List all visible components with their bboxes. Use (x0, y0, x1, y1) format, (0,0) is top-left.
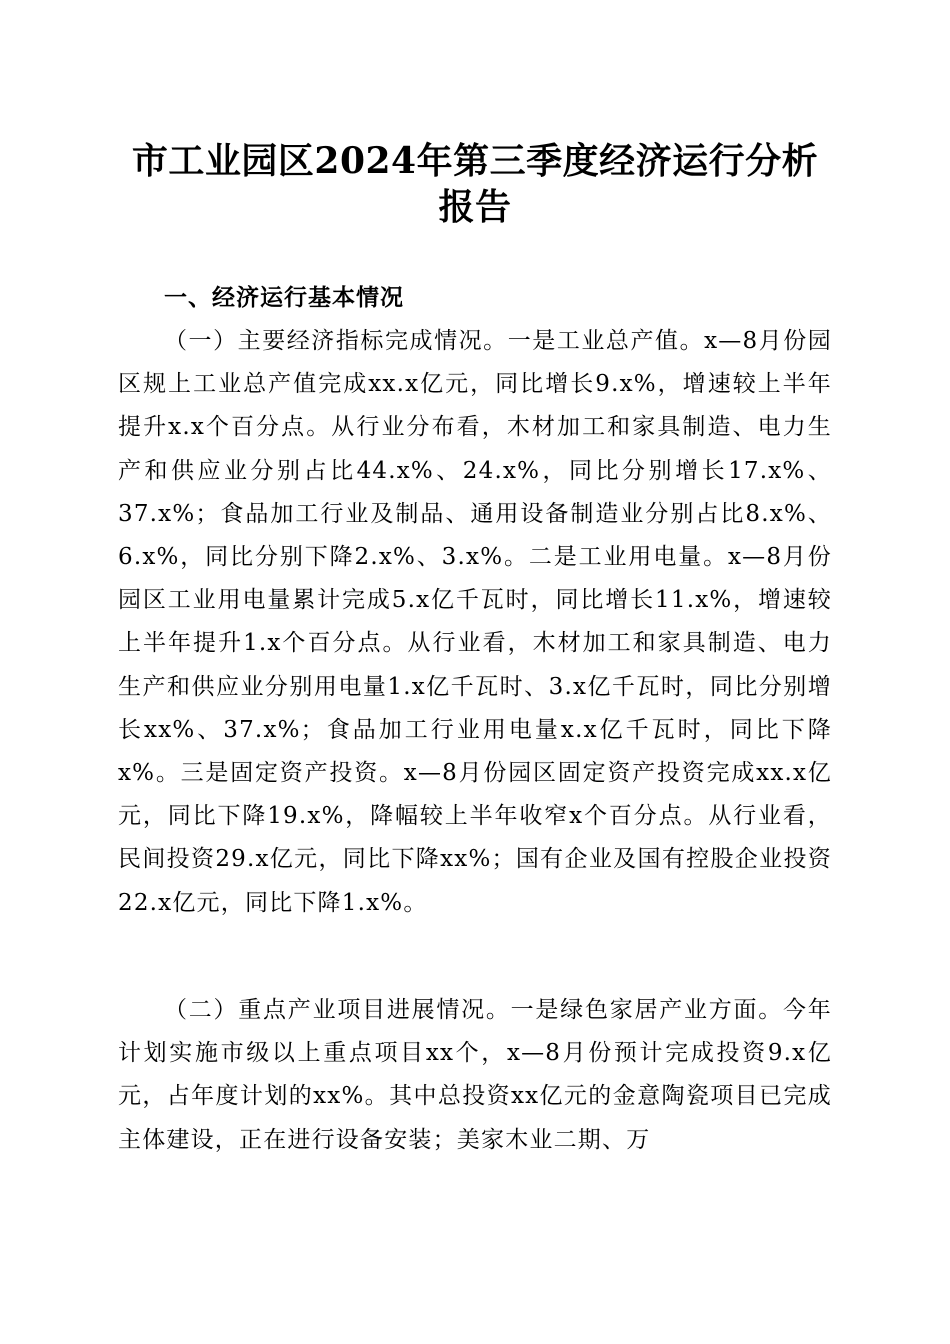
paragraph-block-1 (118, 320, 832, 925)
document-title: 市工业园区2024年第三季度经济运行分析报告 (131, 140, 819, 228)
section-heading: 一、经济运行基本情况 (164, 285, 404, 311)
paragraph-block-2 (118, 989, 832, 1162)
paragraph-key-projects: （二）重点产业项目进展情况。一是绿色家居产业方面。今年计划实施市级以上重点项目xx个，x—8月份预计完成投资9.x亿元，占年度计划的xx%。其中总投资xx亿元的金意陶瓷项目已完成主体建设，正在进行设备安装；美家木业二期、万 (118, 997, 832, 1153)
paragraph-main-indicators: （一）主要经济指标完成情况。一是工业总产值。x—8月份园区规上工业总产值完成xx.x亿元，同比增长9.x%，增速较上半年提升x.x个百分点。从行业分布看，木材加工和家具制造、电力生产和供应业分别占比44.x%、24.x%，同比分别增长17.x%、37.x%；食品加工行业及制品、通用设备制造业分别占比8.x%、6.x%，同比分别下降2.x%、3.x%。二是工业用电量。x—8月份园区工业用电量累计完成5.x亿千瓦时，同比增长11.x%，增速较上半年提升1.x个百分点。从行业看，木材加工和家具制造、电力生产和供应业分别用电量1.x亿千瓦时、3.x亿千瓦时，同比分别增长xx%、37.x%；食品加工行业用电量x.x亿千瓦时，同比下降x%。三是固定资产投资。x—8月份园区固定资产投资完成xx.x亿元，同比下降19.x%，降幅较上半年收窄x个百分点。从行业看，民间投资29.x亿元，同比下降xx%；国有企业及国有控股企业投资22.x亿元，同比下降1.x%。 (118, 328, 832, 916)
